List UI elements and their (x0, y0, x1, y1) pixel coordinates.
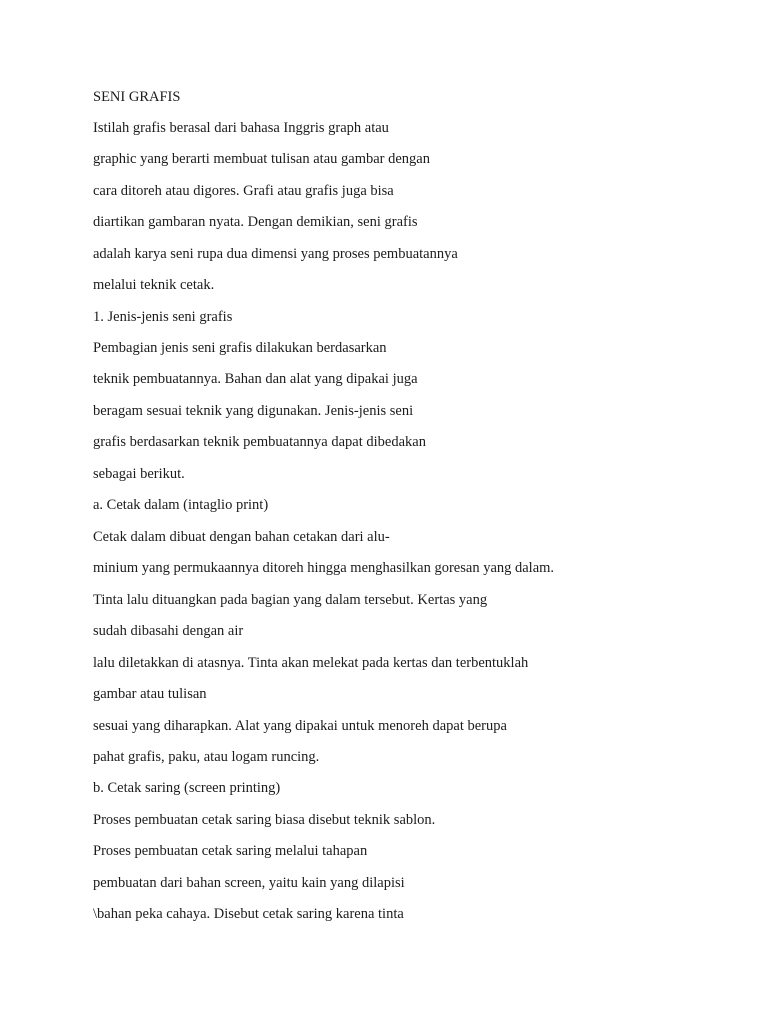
subsection-heading: a. Cetak dalam (intaglio print) (93, 497, 269, 513)
text-line: Tinta lalu dituangkan pada bagian yang dalam tersebut. Kertas yang (93, 592, 488, 608)
text-line: Proses pembuatan cetak saring melalui tahapan (93, 843, 368, 859)
text-line: sesuai yang diharapkan. Alat yang dipakai untuk menoreh dapat berupa (93, 718, 507, 734)
text-line: gambar atau tulisan (93, 686, 207, 702)
text-line: Proses pembuatan cetak saring biasa disebut teknik sablon. (93, 812, 436, 828)
text-line: lalu diletakkan di atasnya. Tinta akan melekat pada kertas dan terbentuklah (93, 655, 529, 671)
text-line: teknik pembuatannya. Bahan dan alat yang dipakai juga (93, 371, 418, 387)
text-line: pahat grafis, paku, atau logam runcing. (93, 749, 320, 765)
text-line: grafis berdasarkan teknik pembuatannya dapat dibedakan (93, 434, 426, 450)
text-line: pembuatan dari bahan screen, yaitu kain yang dilapisi (93, 875, 405, 891)
text-line: adalah karya seni rupa dua dimensi yang proses pembuatannya (93, 246, 458, 262)
text-line: Cetak dalam dibuat dengan bahan cetakan dari alu- (93, 529, 390, 545)
text-line: beragam sesuai teknik yang digunakan. Jenis-jenis seni (93, 403, 414, 419)
section-heading: 1. Jenis-jenis seni grafis (93, 309, 233, 325)
text-line: melalui teknik cetak. (93, 277, 215, 293)
text-line: Istilah grafis berasal dari bahasa Inggris graph atau (93, 120, 389, 136)
text-line: cara ditoreh atau digores. Grafi atau grafis juga bisa (93, 183, 394, 199)
document-title: SENI GRAFIS (93, 89, 181, 105)
text-line: minium yang permukaannya ditoreh hingga menghasilkan goresan yang dalam. (93, 560, 555, 576)
text-line: sudah dibasahi dengan air (93, 623, 244, 639)
subsection-heading: b. Cetak saring (screen printing) (93, 780, 281, 796)
text-line: sebagai berikut. (93, 466, 185, 482)
text-line: Pembagian jenis seni grafis dilakukan berdasarkan (93, 340, 387, 356)
text-line: diartikan gambaran nyata. Dengan demikian, seni grafis (93, 214, 418, 230)
text-line: graphic yang berarti membuat tulisan atau gambar dengan (93, 151, 430, 167)
text-line: \bahan peka cahaya. Disebut cetak saring karena tinta (93, 906, 404, 922)
